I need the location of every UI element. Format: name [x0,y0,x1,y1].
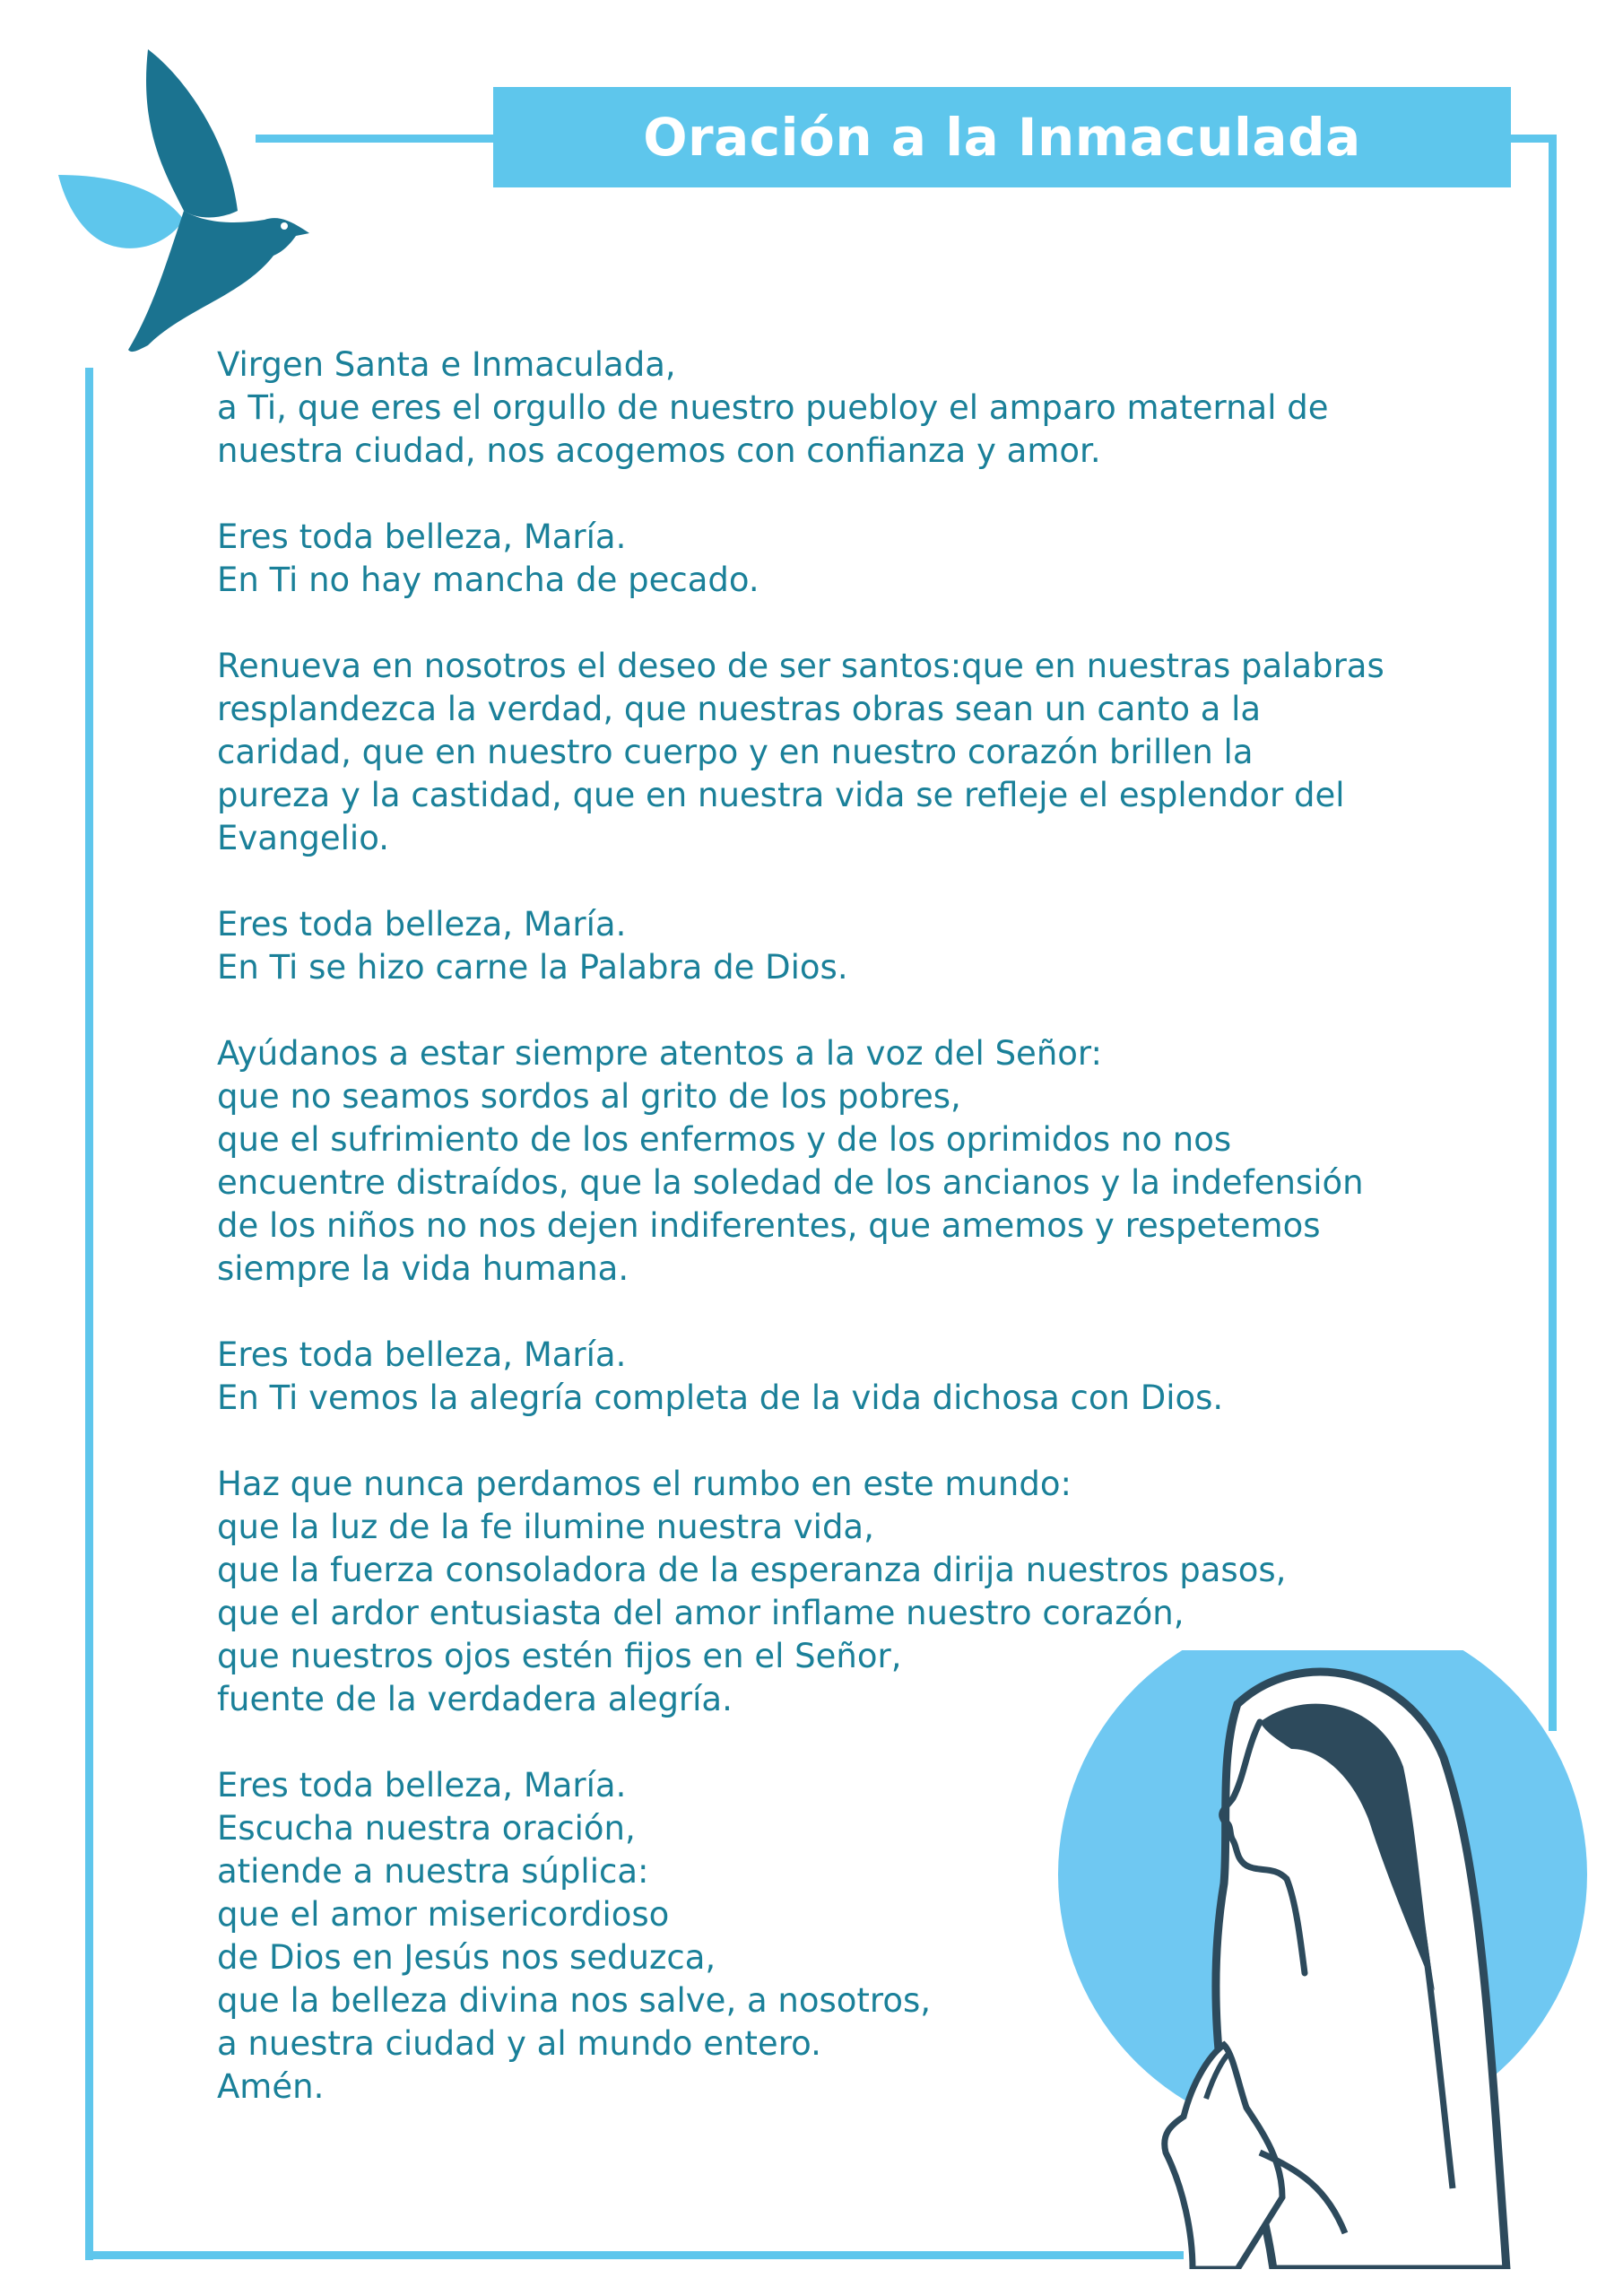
prayer-line: a Ti, que eres el orgullo de nuestro puebloy el amparo maternal de [217,388,1329,427]
prayer-line: En Ti se hizo carne la Palabra de Dios. [217,948,848,987]
prayer-stanza [217,645,1472,860]
dove-icon [49,40,336,363]
prayer-line: fuente de la verdadera alegría. [217,1680,733,1718]
prayer-stanza [217,1334,1472,1420]
prayer-line: Amén. [217,2067,325,2106]
prayer-line: Ayúdanos a estar siempre atentos a la voz del Señor: [217,1034,1102,1073]
prayer-line: que el amor misericordioso [217,1895,670,1934]
prayer-line: que la belleza divina nos salve, a nosotros, [217,1981,931,2020]
prayer-line: que la luz de la fe ilumine nuestra vida, [217,1508,874,1546]
prayer-line: Haz que nunca perdamos el rumbo en este mundo: [217,1465,1072,1503]
prayer-line: encuentre distraídos, que la soledad de los ancianos y la indefensión [217,1163,1364,1202]
frame-right-line [1549,135,1557,1731]
prayer-line: de los niños no nos dejen indiferentes, que amemos y respetemos [217,1206,1321,1245]
prayer-line: de Dios en Jesús nos seduzca, [217,1938,716,1977]
prayer-line: que el ardor entusiasta del amor inflame nuestro corazón, [217,1594,1185,1632]
prayer-line: Virgen Santa e Inmaculada, [217,345,676,384]
prayer-stanza [217,516,1472,602]
prayer-line: pureza y la castidad, que en nuestra vida se refleje el esplendor del [217,776,1345,814]
praying-virgin-illustration [1058,1650,1587,2269]
frame-left-line [85,368,93,2260]
prayer-stanza [217,344,1472,473]
page-title: Oración a la Inmaculada [643,107,1361,168]
prayer-line: a nuestra ciudad y al mundo entero. [217,2024,821,2063]
prayer-line: Eres toda belleza, María. [217,905,627,944]
prayer-line: Escucha nuestra oración, [217,1809,636,1848]
prayer-line: atiende a nuestra súplica: [217,1852,649,1891]
prayer-stanza [217,903,1472,989]
prayer-line: Eres toda belleza, María. [217,1766,627,1805]
prayer-line: En Ti vemos la alegría completa de la vida dichosa con Dios. [217,1378,1224,1417]
prayer-line: En Ti no hay mancha de pecado. [217,561,759,599]
prayer-line: Evangelio. [217,819,389,857]
frame-bottom-line [85,2251,1184,2259]
prayer-line: que nuestros ojos estén fijos en el Señor, [217,1637,902,1675]
prayer-line: que no seamos sordos al grito de los pobres, [217,1077,961,1116]
prayer-line: resplandezca la verdad, que nuestras obras sean un canto a la [217,690,1262,728]
prayer-line: siempre la vida humana. [217,1249,629,1288]
title-banner [493,87,1511,187]
prayer-line: Eres toda belleza, María. [217,1335,627,1374]
prayer-line: que la fuerza consoladora de la esperanza dirija nuestros pasos, [217,1551,1287,1589]
prayer-line: nuestra ciudad, nos acogemos con confianza y amor. [217,431,1101,470]
prayer-stanza [217,1032,1472,1291]
prayer-line: caridad, que en nuestro cuerpo y en nuestro corazón brillen la [217,733,1254,771]
prayer-line: Renueva en nosotros el deseo de ser santos:que en nuestras palabras [217,647,1384,685]
prayer-line: Eres toda belleza, María. [217,517,627,556]
prayer-line: que el sufrimiento de los enfermos y de los oprimidos no nos [217,1120,1232,1159]
